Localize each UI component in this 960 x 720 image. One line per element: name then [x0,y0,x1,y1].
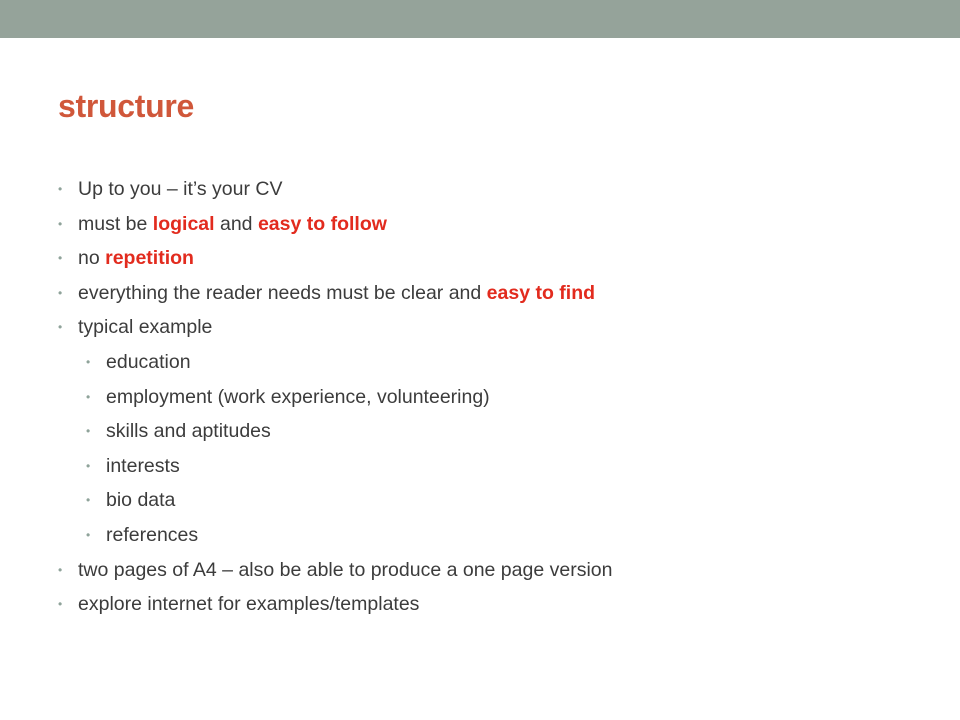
bullet-dot-icon: • [58,562,63,577]
sub-bullet-item: • employment (work experience, volunteering) [58,380,918,415]
sub-bullet-item: • interests [58,449,918,484]
bullet-dot-icon: • [86,527,91,542]
bullet-item: • Up to you – it’s your CV [58,172,918,207]
sub-bullet-item: • bio data [58,483,918,518]
emphasis-text: easy to find [486,281,596,304]
top-accent-bar [0,0,960,38]
bullet-item: • typical example [58,310,918,345]
bullet-dot-icon: • [58,320,63,335]
bullet-dot-icon: • [58,251,63,266]
emphasis-text: repetition [105,247,194,270]
bullet-dot-icon: • [86,354,91,369]
bullet-dot-icon: • [86,458,91,473]
bullet-dot-icon: • [86,493,91,508]
bullet-dot-icon: • [58,597,63,612]
bullet-item: • everything the reader needs must be clear and easy to find [58,276,918,311]
bullet-dot-icon: • [86,424,91,439]
slide-title: structure [58,88,195,124]
sub-bullet-item: • references [58,518,918,553]
emphasis-text: easy to follow [257,212,387,235]
bullet-dot-icon: • [86,389,91,404]
bullet-item: • explore internet for examples/templates [58,587,918,622]
bullet-item: • no repetition [58,241,918,276]
bullet-dot-icon: • [58,285,63,300]
sub-bullet-item: • skills and aptitudes [58,414,918,449]
bullet-dot-icon: • [58,216,63,231]
sub-bullet-item: • education [58,345,918,380]
bullet-list [58,172,918,622]
emphasis-text: logical [152,212,215,235]
bullet-dot-icon: • [58,182,63,196]
bullet-item: • two pages of A4 – also be able to produce a one page version [58,553,918,588]
bullet-item: • must be logical and easy to follow [58,207,918,242]
